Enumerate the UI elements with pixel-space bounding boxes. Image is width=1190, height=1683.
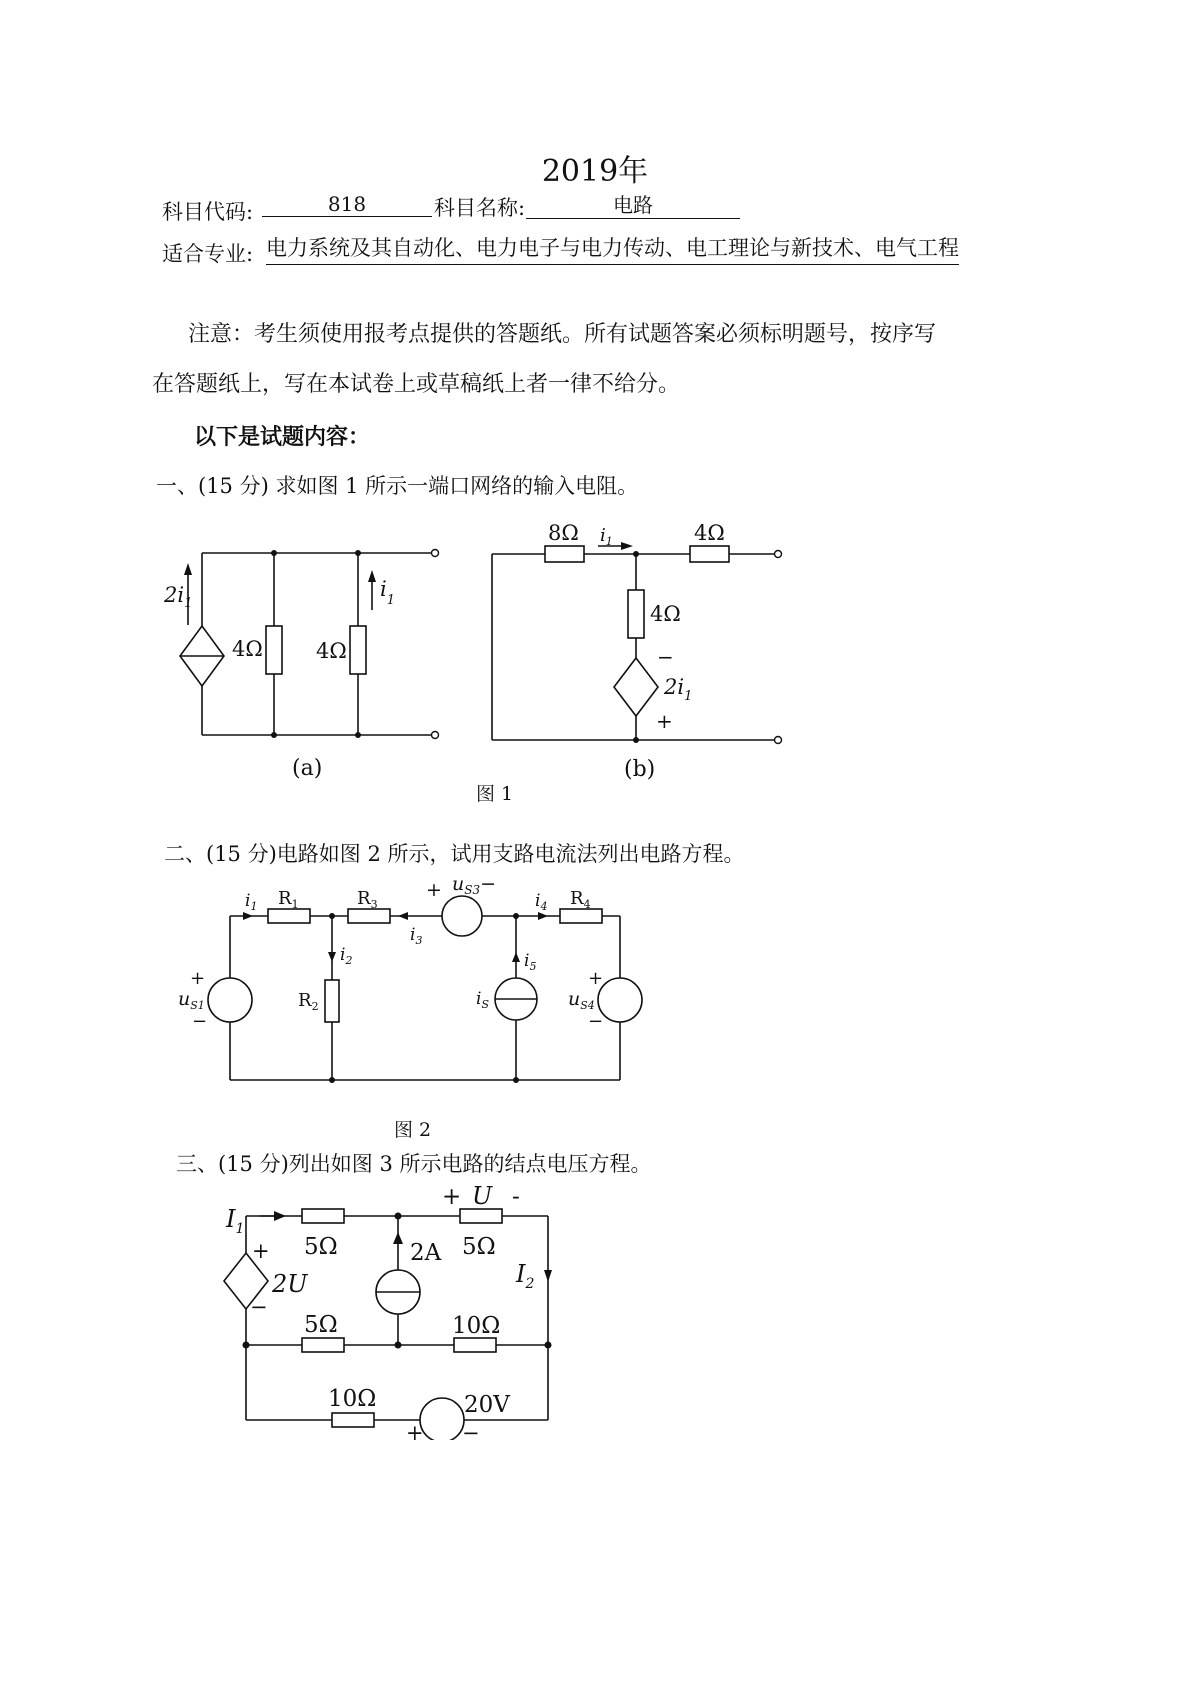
terminal-icon: [432, 550, 439, 557]
fig1b-plus: +: [656, 709, 673, 733]
fig2-R2-label: R: [298, 990, 312, 1011]
fig2-i1-sub: 1: [250, 900, 258, 913]
subject-name-label: 科目名称:: [434, 196, 526, 220]
resistor-icon: [302, 1338, 344, 1352]
fig3-r-mid-left-label: 5Ω: [304, 1312, 338, 1338]
notice-line-2: 在答题纸上，写在本试卷上或草稿纸上者一律不给分。: [152, 372, 681, 397]
fig3-I1-label: I: [226, 1205, 236, 1233]
fig1b-r-mid-label: 4Ω: [650, 602, 681, 626]
fig1a-cur-sub: 1: [386, 593, 395, 608]
svg-text:I1: [225, 1205, 244, 1237]
svg-text:i2: [340, 945, 352, 967]
resistor-icon: [690, 546, 729, 562]
svg-text:i3: [410, 925, 422, 947]
fig2-R3-sub: 3: [370, 898, 378, 911]
fig1b-cur-sub: 1: [605, 535, 613, 548]
voltage-source-icon: [208, 978, 252, 1022]
svg-text:uS1: [178, 988, 205, 1012]
fig2-R2-sub: 2: [311, 1000, 319, 1013]
fig3-r-top-right-label: 5Ω: [462, 1234, 496, 1260]
fig2-i5-label: i: [524, 951, 530, 971]
figure-3: [200, 1180, 580, 1440]
svg-text:R1: [278, 888, 299, 911]
subject-code-value: 818: [262, 192, 432, 217]
fig3-I2-label: I: [516, 1260, 526, 1288]
fig3-vs-label: 20V: [464, 1392, 510, 1418]
question-3-text: 三、(15 分)列出如图 3 所示电路的结点电压方程。: [176, 1152, 652, 1176]
fig1a-r1-label: 4Ω: [232, 637, 263, 661]
fig2-us1-minus: −: [192, 1011, 208, 1032]
fig3-cs-label: 2A: [410, 1240, 442, 1266]
page-title: 2019年: [541, 154, 649, 189]
fig2-i4-sub: 4: [540, 900, 548, 913]
fig1b-src-label: 2i: [664, 675, 685, 699]
fig3-dep-minus: −: [250, 1295, 268, 1319]
voltage-source-icon: [442, 896, 482, 936]
dependent-voltage-source-icon: [614, 658, 658, 716]
svg-text:uS3−: [452, 873, 496, 897]
fig1b-src-sub: 1: [684, 689, 693, 704]
voltage-source-icon: [420, 1398, 464, 1440]
fig2-i3-sub: 3: [415, 934, 423, 947]
fig2-us1-plus: +: [190, 968, 206, 989]
fig2-iS-sub: S: [481, 998, 489, 1011]
figure-1b-circuit: [492, 542, 782, 744]
fig1b-r-top-right-label: 4Ω: [694, 521, 725, 545]
fig2-us4-sub: S4: [580, 999, 595, 1012]
fig1b-cur-label: i: [600, 525, 606, 546]
resistor-icon: [460, 1209, 502, 1223]
fig3-r-top-left-label: 5Ω: [304, 1234, 338, 1260]
fig3-r-bottom-label: 10Ω: [328, 1386, 377, 1412]
resistor-icon: [628, 590, 644, 638]
fig2-us4-label: u: [568, 988, 581, 1010]
resistor-icon: [302, 1209, 344, 1223]
fig1b-r-top-left-label: 8Ω: [548, 521, 579, 545]
fig3-U-minus: -: [512, 1184, 520, 1210]
svg-text:R4: [570, 888, 591, 911]
resistor-icon: [454, 1338, 496, 1352]
resistor-icon: [545, 546, 584, 562]
fig1a-src-sub: 1: [184, 596, 193, 611]
subject-code-label: 科目代码:: [162, 200, 254, 224]
fig2-us3-plus: +: [426, 879, 442, 901]
svg-text:2i1: [663, 675, 692, 704]
svg-text:i4: [535, 891, 547, 913]
content-heading: 以下是试题内容：: [194, 424, 371, 450]
question-2-text: 二、(15 分)电路如图 2 所示，试用支路电流法列出电路方程。: [164, 842, 745, 866]
fig2-us3-sub: S3: [464, 883, 481, 897]
terminal-icon: [775, 737, 782, 744]
fig2-us4-minus: −: [588, 1011, 604, 1032]
svg-text:i1: [380, 577, 395, 608]
fig2-us1-sub: S1: [190, 999, 205, 1012]
fig1a-src-label: 2i: [164, 583, 185, 607]
fig2-i1-label: i: [245, 891, 251, 911]
svg-text:R3: [357, 888, 378, 911]
svg-text:uS4: [568, 988, 595, 1012]
fig3-U-label: U: [472, 1182, 493, 1210]
fig2-i2-label: i: [340, 945, 346, 965]
fig1b-sublabel: (b): [624, 757, 656, 782]
major-label: 适合专业:: [162, 242, 254, 266]
terminal-icon: [432, 732, 439, 739]
fig2-R4-sub: 4: [583, 898, 591, 911]
fig3-dep-plus: +: [252, 1239, 270, 1263]
resistor-icon: [560, 909, 602, 923]
fig3-U-plus: +: [442, 1184, 462, 1210]
fig3-I1-sub: 1: [235, 1221, 245, 1237]
figure-1a-circuit: [180, 550, 439, 739]
terminal-icon: [775, 551, 782, 558]
fig1a-cur-label: i: [380, 577, 387, 601]
fig2-us3-label: u: [452, 873, 465, 895]
fig2-R4-label: R: [570, 888, 584, 909]
fig1b-minus: −: [657, 645, 674, 669]
figure-1: [140, 505, 820, 815]
question-1-text: 一、(15 分) 求如图 1 所示一端口网络的输入电阻。: [156, 474, 639, 498]
resistor-icon: [268, 909, 310, 923]
svg-text:i1: [600, 525, 613, 548]
fig2-caption: 图 2: [394, 1119, 432, 1141]
fig2-us1-label: u: [178, 988, 191, 1010]
figure-2: [160, 870, 660, 1145]
svg-text:R2: [298, 990, 319, 1013]
resistor-icon: [325, 980, 339, 1022]
fig2-i5-sub: 5: [529, 960, 537, 973]
svg-text:iS: [476, 989, 489, 1011]
fig3-dep-label: 2U: [272, 1270, 308, 1298]
fig2-R3-label: R: [357, 888, 371, 909]
fig1a-r2-label: 4Ω: [316, 639, 347, 663]
resistor-icon: [332, 1413, 374, 1427]
svg-text:i5: [524, 951, 536, 973]
notice-line-1: 注意：考生须使用报考点提供的答题纸。所有试题答案必须标明题号，按序写: [188, 322, 937, 347]
subject-name-value: 电路: [526, 189, 740, 219]
fig2-us4-plus: +: [588, 968, 604, 989]
fig3-r-mid-right-label: 10Ω: [452, 1313, 501, 1339]
fig3-I2-sub: 2: [525, 1276, 535, 1292]
fig3-vs-minus: −: [462, 1421, 480, 1440]
resistor-icon: [348, 909, 390, 923]
major-value: 电力系统及其自动化、电力电子与电力传动、电工理论与新技术、电气工程: [266, 232, 959, 265]
resistor-icon: [266, 626, 282, 674]
fig2-R1-sub: 1: [291, 898, 299, 911]
resistor-icon: [350, 626, 366, 674]
fig1a-sublabel: (a): [292, 756, 323, 781]
fig2-us3-minus: −: [480, 873, 497, 895]
svg-text:I2: [515, 1260, 534, 1292]
fig2-i3-label: i: [410, 925, 416, 945]
fig2-i4-label: i: [535, 891, 541, 911]
fig1-caption: 图 1: [476, 783, 514, 805]
fig3-vs-plus: +: [406, 1421, 424, 1440]
fig2-R1-label: R: [278, 888, 292, 909]
fig2-iS-label: i: [476, 989, 482, 1009]
svg-text:i1: [245, 891, 257, 913]
voltage-source-icon: [598, 978, 642, 1022]
fig2-i2-sub: 2: [345, 954, 353, 967]
